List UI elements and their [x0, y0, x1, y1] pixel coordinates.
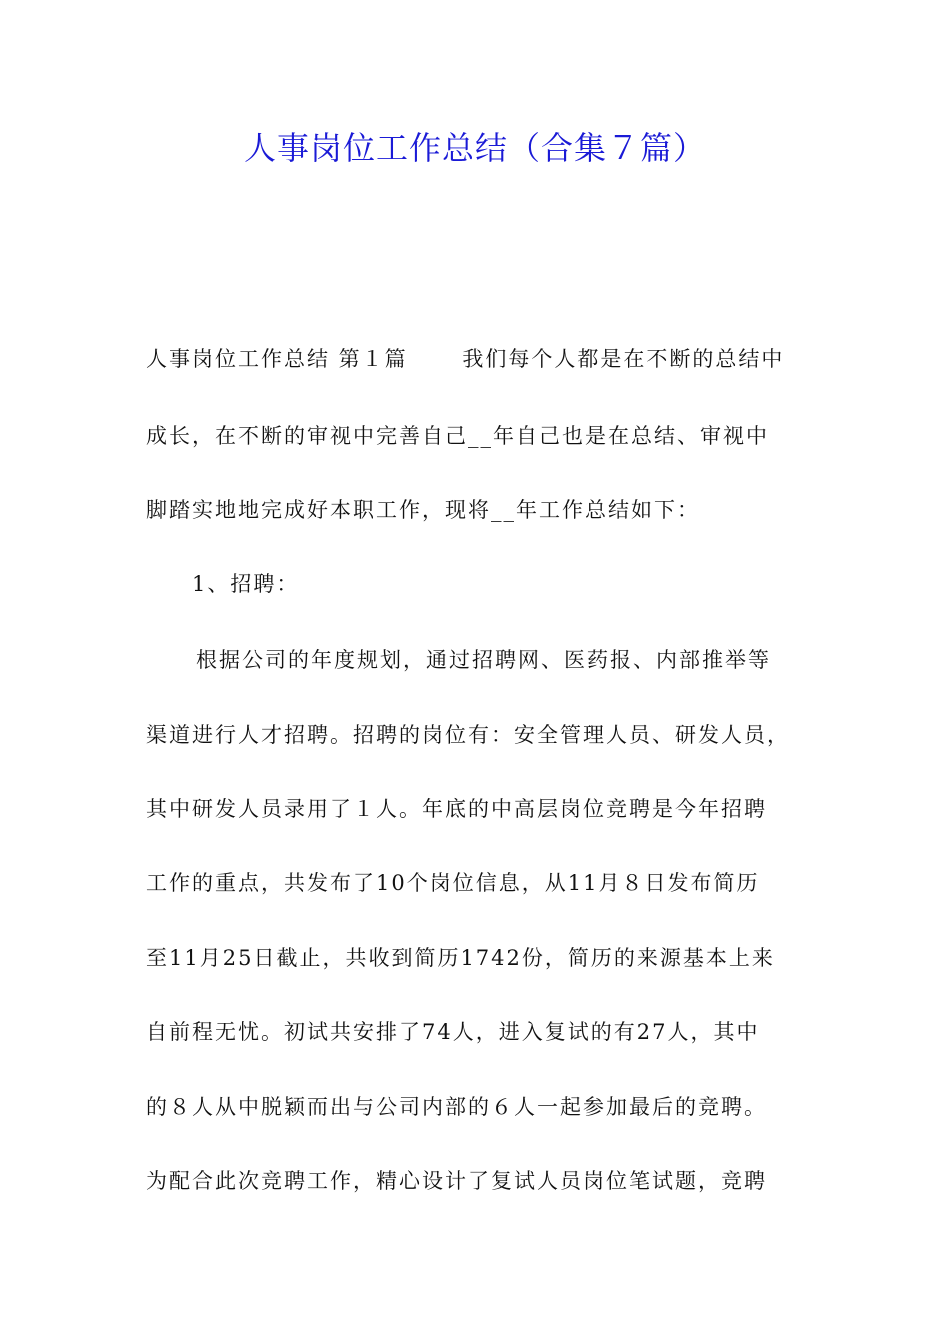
text-line-6: 渠道进行人才招聘。招聘的岗位有：安全管理人员、研发人员，: [146, 723, 790, 747]
text-line-8: 工作的重点，共发布了10个岗位信息，从11月８日发布简历: [146, 871, 760, 895]
text-line-2: 成长，在不断的审视中完善自己__年自己也是在总结、审视中: [146, 424, 769, 448]
text-line-1: 人事岗位工作总结 第１篇 我们每个人都是在不断的总结中: [146, 347, 785, 371]
text-line-10: 自前程无忧。初试共安排了74人，进入复试的有27人，其中: [146, 1020, 760, 1044]
text-line-9: 至11月25日截止，共收到简历1742份，简历的来源基本上来: [146, 946, 775, 970]
section-heading-recruitment: 1、招聘：: [192, 572, 300, 596]
text-line-3: 脚踏实地地完成好本职工作，现将__年工作总结如下：: [146, 498, 700, 522]
text-line-11: 的８人从中脱颖而出与公司内部的６人一起参加最后的竞聘。: [146, 1095, 767, 1119]
text-line-7: 其中研发人员录用了１人。年底的中高层岗位竞聘是今年招聘: [146, 797, 767, 821]
document-title: 人事岗位工作总结（合集７篇）: [243, 129, 706, 167]
text-line-5: 根据公司的年度规划，通过招聘网、医药报、内部推举等: [196, 648, 771, 672]
text-line-12: 为配合此次竞聘工作，精心设计了复试人员岗位笔试题，竞聘: [146, 1169, 767, 1193]
